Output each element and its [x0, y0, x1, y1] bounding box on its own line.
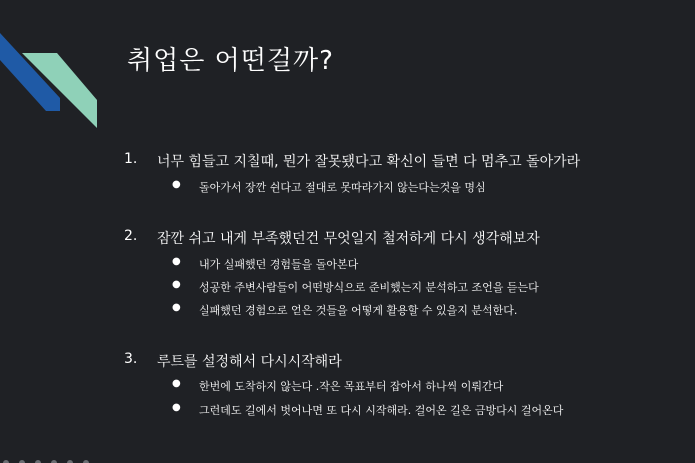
section-number: 3.	[124, 351, 138, 367]
list-item-text: 성공한 주변사람들이 어떤방식으로 준비했는지 분석하고 조언을 듣는다	[199, 281, 539, 294]
slide-title: 취업은 어떤걸까?	[127, 46, 334, 76]
list-item-text: 그런데도 길에서 벗어나면 또 다시 시작해라. 걸어온 길은 금방다시 걸어온다	[199, 404, 564, 417]
bullet-icon: ●	[172, 302, 181, 313]
list-item-text: 한번에 도착하지 않는다 .작은 목표부터 잡아서 하나씩 이뤄간다	[199, 380, 504, 393]
list-item-text: 내가 실패했던 경험들을 돌아본다	[199, 258, 359, 271]
section-number: 1.	[124, 151, 138, 167]
bullet-icon: ●	[172, 378, 181, 389]
bullet-icon: ●	[172, 179, 181, 190]
bullet-icon: ●	[172, 402, 181, 413]
list-item-text: 실패했던 경험으로 얻은 것들을 어떻게 활용할 수 있을지 분석한다.	[199, 304, 518, 317]
bullet-icon: ●	[172, 256, 181, 267]
bullet-icon: ●	[172, 279, 181, 290]
section-number: 2.	[124, 228, 138, 244]
section-heading: 잠깐 쉬고 내게 부족했던건 무엇일지 철저하게 다시 생각해보자	[157, 231, 540, 247]
footer-ellipsis-decoration	[0, 457, 120, 463]
list-item-text: 돌아가서 장깐 쉰다고 절대로 못따라가지 않는다는것을 명심	[199, 181, 486, 194]
section-heading: 루트를 설정해서 다시시작해라	[157, 354, 342, 370]
section-heading: 너무 힘들고 지칠때, 뭔가 잘못됐다고 확신이 들면 다 멈추고 돌아가라	[157, 154, 581, 170]
corner-stripes-decoration	[0, 0, 100, 130]
